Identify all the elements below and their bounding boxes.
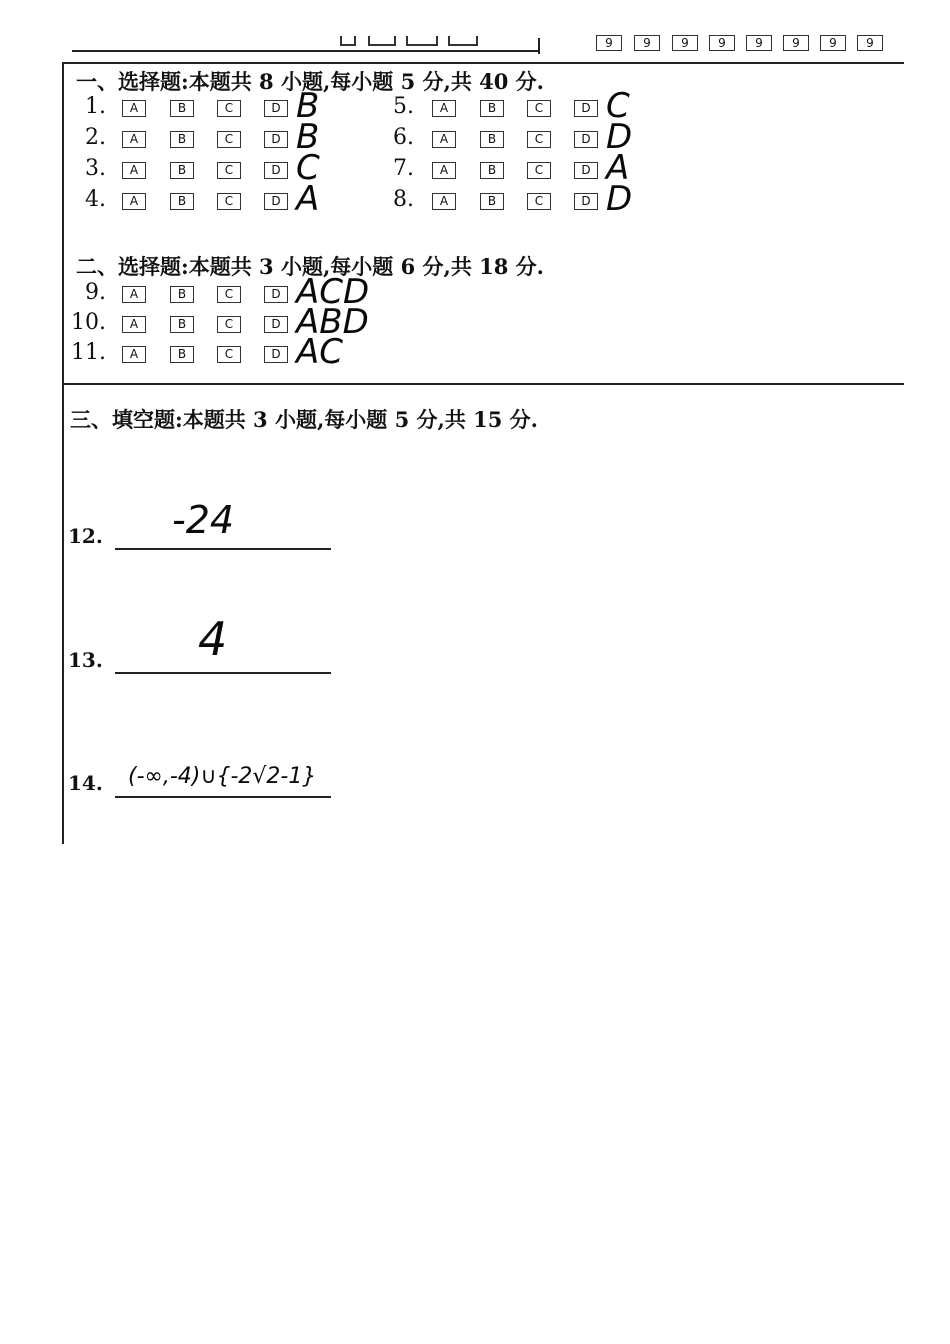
digit-box[interactable]: 9	[672, 35, 698, 51]
handwritten-answer[interactable]: AC	[296, 332, 343, 372]
option-box-c[interactable]: C	[527, 131, 551, 148]
option-box-b[interactable]: B	[480, 162, 504, 179]
handwritten-answer[interactable]: -24	[172, 498, 235, 542]
question-number: 10.	[71, 310, 106, 335]
option-box-a[interactable]: A	[122, 131, 146, 148]
digit-box[interactable]: 9	[783, 35, 809, 51]
option-box-b[interactable]: B	[170, 131, 194, 148]
answer-frame-top	[62, 62, 904, 64]
option-box-a[interactable]: A	[122, 193, 146, 210]
digit-box[interactable]: 9	[596, 35, 622, 51]
header-divider-line	[72, 50, 540, 52]
question-number: 5.	[393, 94, 414, 119]
question-number: 11.	[71, 340, 106, 365]
option-box-a[interactable]: A	[432, 193, 456, 210]
answer-blank-line	[115, 796, 331, 798]
handwritten-answer[interactable]: A	[296, 179, 320, 219]
handwritten-answer[interactable]: 4	[198, 612, 228, 666]
handwritten-answer[interactable]: A	[606, 148, 630, 188]
option-box-b[interactable]: B	[480, 131, 504, 148]
option-box-b[interactable]: B	[170, 162, 194, 179]
section2-title: 二、选择题:本题共 3 小题,每小题 6 分,共 18 分.	[76, 254, 544, 279]
handwritten-answer[interactable]: D	[606, 179, 633, 219]
option-box-c[interactable]: C	[527, 100, 551, 117]
option-box-b[interactable]: B	[170, 346, 194, 363]
option-box-b[interactable]: B	[170, 193, 194, 210]
option-box-d[interactable]: D	[264, 131, 288, 148]
option-box-a[interactable]: A	[432, 100, 456, 117]
digit-box[interactable]: 9	[857, 35, 883, 51]
question-number: 9.	[85, 280, 106, 305]
option-box-d[interactable]: D	[574, 131, 598, 148]
option-box-b[interactable]: B	[170, 316, 194, 333]
header-mark	[448, 36, 478, 46]
answer-frame-left	[62, 62, 64, 844]
option-box-c[interactable]: C	[217, 346, 241, 363]
question-number: 2.	[85, 125, 106, 150]
handwritten-answer[interactable]: (-∞,-4)∪{-2√2-1}	[128, 764, 317, 789]
handwritten-answer[interactable]: B	[296, 117, 320, 157]
option-box-c[interactable]: C	[217, 286, 241, 303]
option-box-b[interactable]: B	[170, 286, 194, 303]
question-number: 7.	[393, 156, 414, 181]
option-box-c[interactable]: C	[217, 316, 241, 333]
option-box-c[interactable]: C	[217, 131, 241, 148]
question-number: 6.	[393, 125, 414, 150]
option-box-c[interactable]: C	[217, 193, 241, 210]
option-box-a[interactable]: A	[432, 131, 456, 148]
option-box-d[interactable]: D	[264, 316, 288, 333]
header-mark	[340, 36, 356, 46]
fill-question-number: 14.	[68, 771, 103, 795]
section1-title: 一、选择题:本题共 8 小题,每小题 5 分,共 40 分.	[76, 69, 544, 94]
option-box-d[interactable]: D	[264, 193, 288, 210]
option-box-a[interactable]: A	[122, 346, 146, 363]
option-box-c[interactable]: C	[527, 193, 551, 210]
fill-question-number: 12.	[68, 524, 103, 548]
option-box-c[interactable]: C	[217, 162, 241, 179]
option-box-c[interactable]: C	[527, 162, 551, 179]
option-box-c[interactable]: C	[217, 100, 241, 117]
option-box-d[interactable]: D	[574, 162, 598, 179]
option-box-b[interactable]: B	[170, 100, 194, 117]
option-box-d[interactable]: D	[264, 346, 288, 363]
digit-box[interactable]: 9	[709, 35, 735, 51]
answer-blank-line	[115, 672, 331, 674]
digit-box[interactable]: 9	[746, 35, 772, 51]
question-number: 4.	[85, 187, 106, 212]
option-box-d[interactable]: D	[574, 100, 598, 117]
handwritten-answer[interactable]: B	[296, 86, 320, 126]
question-number: 1.	[85, 94, 106, 119]
digit-box[interactable]: 9	[634, 35, 660, 51]
option-box-a[interactable]: A	[122, 162, 146, 179]
option-box-a[interactable]: A	[122, 286, 146, 303]
option-box-b[interactable]: B	[480, 193, 504, 210]
option-box-d[interactable]: D	[574, 193, 598, 210]
section3-title: 三、填空题:本题共 3 小题,每小题 5 分,共 15 分.	[70, 407, 538, 432]
option-box-a[interactable]: A	[122, 316, 146, 333]
option-box-b[interactable]: B	[480, 100, 504, 117]
option-box-d[interactable]: D	[264, 162, 288, 179]
header-mark	[368, 36, 396, 46]
option-box-d[interactable]: D	[264, 100, 288, 117]
handwritten-answer[interactable]: ACD	[296, 272, 370, 312]
answer-blank-line	[115, 548, 331, 550]
header-mark	[406, 36, 438, 46]
handwritten-answer[interactable]: ABD	[296, 302, 369, 342]
fill-question-number: 13.	[68, 648, 103, 672]
option-box-a[interactable]: A	[122, 100, 146, 117]
handwritten-answer[interactable]: C	[606, 86, 630, 126]
header-divider-tick	[538, 38, 540, 54]
option-box-d[interactable]: D	[264, 286, 288, 303]
handwritten-answer[interactable]: C	[296, 148, 320, 188]
section-divider	[62, 383, 904, 385]
question-number: 3.	[85, 156, 106, 181]
question-number: 8.	[393, 187, 414, 212]
option-box-a[interactable]: A	[432, 162, 456, 179]
handwritten-answer[interactable]: D	[606, 117, 633, 157]
digit-box[interactable]: 9	[820, 35, 846, 51]
